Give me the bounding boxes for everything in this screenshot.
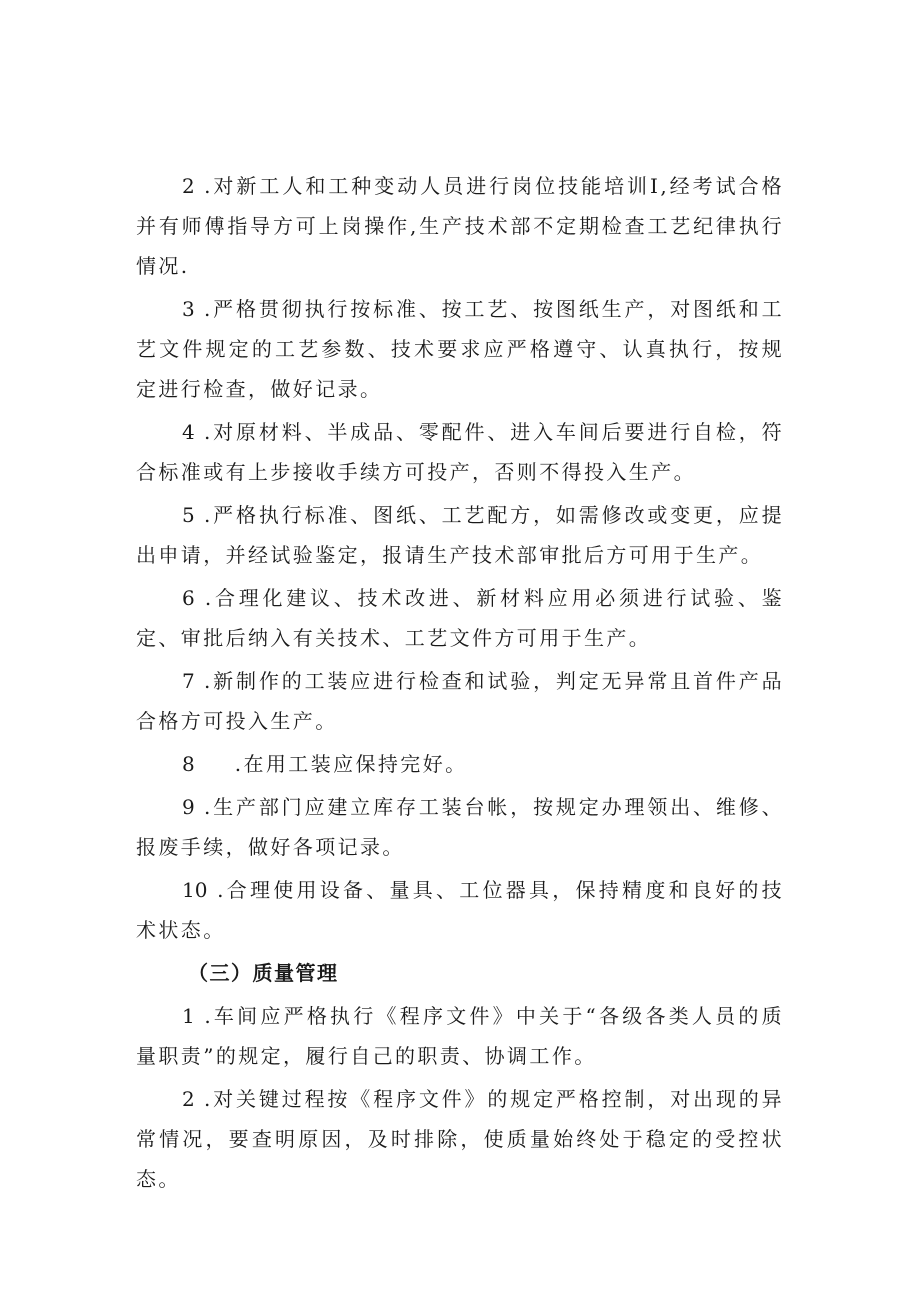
item-text: .合理化建议、技术改进、新材料应用必须进行试验、鉴定、审批后纳入有关技术、工艺文件方可用于生产。 — [136, 586, 784, 650]
item-text: .严格执行标准、图纸、工艺配方，如需修改或变更，应提出申请，并经试验鉴定，报请生产技术部审批后方可用于生产。 — [136, 503, 784, 567]
paragraph-item-4 — [136, 412, 784, 492]
paragraph-item-8 — [136, 744, 784, 784]
paragraph-item-10 — [136, 870, 784, 950]
item-number: 3 — [182, 297, 195, 321]
item-number: 8 — [182, 752, 195, 776]
item-number: 7 — [182, 669, 195, 693]
item-text: .对关键过程按《程序文件》的规定严格控制，对出现的异常情况，要查明原因，及时排除，使质量始终处于稳定的受控状态。 — [136, 1087, 784, 1191]
item-number: 2 — [182, 174, 195, 198]
paragraph-item-6 — [136, 578, 784, 658]
section-heading: （三）质量管理 — [188, 961, 339, 985]
item-number: 5 — [182, 503, 195, 527]
paragraph-item-2 — [136, 166, 784, 286]
paragraph-quality-1 — [136, 996, 784, 1076]
item-text: .严格贯彻执行按标准、按工艺、按图纸生产，对图纸和工艺文件规定的工艺参数、技术要求应严格遵守、认真执行，按规定进行检查，做好记录。 — [136, 297, 784, 401]
item-number: 9 — [182, 795, 195, 819]
item-text: .生产部门应建立库存工装台帐，按规定办理领出、维修、报废手续，做好各项记录。 — [136, 795, 784, 859]
paragraph-item-7 — [136, 661, 784, 741]
item-number: 10 — [182, 878, 208, 902]
item-number: 6 — [182, 586, 195, 610]
item-number: 4 — [182, 420, 195, 444]
paragraph-item-9 — [136, 787, 784, 867]
paragraph-quality-2 — [136, 1079, 784, 1199]
item-text: .对原材料、半成品、零配件、进入车间后要进行自检，符合标准或有上步接收手续方可投产，否则不得投入生产。 — [136, 420, 784, 484]
item-number: 1 — [182, 1004, 195, 1028]
item-text: .在用工装应保持完好。 — [234, 752, 468, 776]
paragraph-item-5 — [136, 495, 784, 575]
item-number: 2 — [182, 1087, 195, 1111]
document-body — [136, 166, 784, 1202]
item-text: .车间应严格执行《程序文件》中关于“各级各类人员的质量职责”的规定，履行自己的职责、协调工作。 — [136, 1004, 784, 1068]
item-text: .合理使用设备、量具、工位器具，保持精度和良好的技术状态。 — [136, 878, 784, 942]
paragraph-item-3 — [136, 289, 784, 409]
item-text: .对新工人和工种变动人员进行岗位技能培训I,经考试合格并有师傅指导方可上岗操作,生产技术部不定期检查工艺纪律执行情况. — [136, 174, 784, 278]
item-text: .新制作的工装应进行检查和试验，判定无异常且首件产品合格方可投入生产。 — [136, 669, 784, 733]
